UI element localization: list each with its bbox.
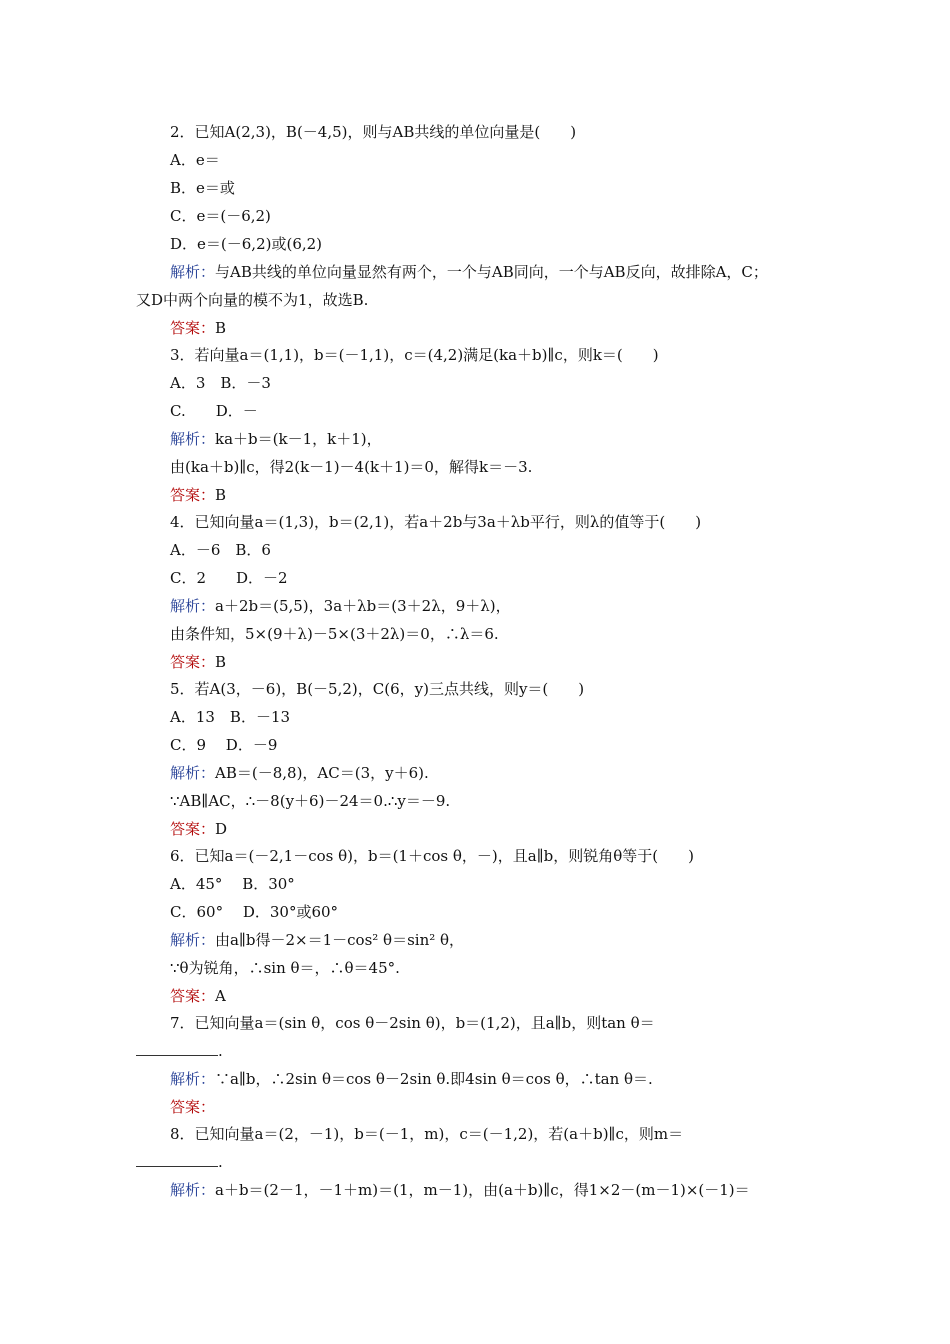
q2-option-b: B．e＝或: [170, 179, 235, 197]
q3-answer: 答案：B: [170, 486, 227, 504]
answer-label: 答案：: [170, 486, 216, 504]
q6-options-ab: A．45° B．30°: [170, 875, 295, 893]
analysis-label: 解析：: [170, 1181, 216, 1199]
q6-analysis-cont: ∵θ为锐角，∴sin θ＝，∴θ＝45°.: [170, 959, 400, 977]
q7-blank-line: .: [136, 1041, 812, 1061]
q2-option-a: A．e＝: [170, 151, 220, 169]
q3-analysis-cont: 由(ka＋b)∥c，得2(k－1)－4(k＋1)＝0，解得k＝－3.: [170, 458, 533, 476]
analysis-label: 解析：: [170, 1070, 216, 1088]
q3-analysis: 解析：ka＋b＝(k－1，k＋1)，: [170, 430, 382, 448]
q7-stem: 7．已知向量a＝(sin θ，cos θ－2sin θ)，b＝(1,2)，且a∥b，则tan θ＝: [170, 1014, 655, 1032]
answer-label: 答案：: [170, 1098, 216, 1116]
answer-label: 答案：: [170, 987, 216, 1005]
answer-label: 答案：: [170, 820, 216, 838]
analysis-label: 解析：: [170, 931, 216, 949]
q6-answer: 答案：A: [170, 987, 226, 1005]
analysis-label: 解析：: [170, 764, 216, 782]
q4-options-cd: C．2 D．－2: [170, 569, 288, 587]
q8-stem: 8．已知向量a＝(2，－1)，b＝(－1，m)，c＝(－1,2)，若(a＋b)∥c，则m＝: [170, 1125, 684, 1143]
q7-answer: [170, 1097, 812, 1117]
answer-blank: [136, 1041, 218, 1056]
q4-answer: 答案：B: [170, 653, 227, 671]
q6-stem: 6．已知a＝(－2,1－cos θ)，b＝(1＋cos θ，－)，且a∥b，则锐角θ等于( ): [170, 847, 694, 865]
answer-blank: [136, 1152, 218, 1167]
q4-analysis: 解析：a＋2b＝(5,5)，3a＋λb＝(3＋2λ，9＋λ)，: [170, 597, 511, 615]
q5-analysis: 解析：AB＝(－8,8)，AC＝(3，y＋6).: [170, 764, 429, 782]
q2-option-d: D．e＝(－6,2)或(6,2): [170, 235, 323, 253]
q3-options-cd: C. D．－: [170, 402, 258, 420]
q7-analysis: 解析：∵a∥b，∴2sin θ＝cos θ－2sin θ.即4sin θ＝cos θ，∴tan θ＝.: [170, 1070, 653, 1088]
q2-stem: 2．已知A(2,3)，B(－4,5)，则与AB共线的单位向量是( ): [170, 123, 577, 141]
q5-options-cd: C．9 D．－9: [170, 736, 278, 754]
q5-analysis-cont: ∵AB∥AC，∴－8(y＋6)－24＝0.∴y＝－9.: [170, 792, 451, 810]
q4-options-ab: A．－6 B．6: [170, 541, 271, 559]
analysis-label: 解析：: [170, 597, 216, 615]
q2-analysis-cont: 又D中两个向量的模不为1，故选B.: [136, 291, 369, 309]
q4-stem: 4．已知向量a＝(1,3)，b＝(2,1)，若a＋2b与3a＋λb平行，则λ的值等于( ): [170, 513, 702, 531]
q2-option-c: C．e＝(－6,2): [170, 207, 271, 225]
q5-options-ab: A．13 B．－13: [170, 708, 291, 726]
q3-options-ab: A．3 B．－3: [170, 374, 271, 392]
analysis-label: 解析：: [170, 430, 216, 448]
q3-stem: 3．若向量a＝(1,1)，b＝(－1,1)，c＝(4,2)满足(ka＋b)∥c，则k＝( ): [170, 346, 659, 364]
q8-analysis: 解析：a＋b＝(2－1，－1＋m)＝(1，m－1)，由(a＋b)∥c，得1×2－(m－1)×(－1)＝: [170, 1181, 750, 1199]
q4-analysis-cont: 由条件知，5×(9＋λ)－5×(3＋2λ)＝0，∴λ＝6.: [170, 625, 499, 643]
q8-blank-line: .: [136, 1152, 812, 1172]
analysis-label: 解析：: [170, 263, 216, 281]
q5-stem: 5．若A(3，－6)，B(－5,2)，C(6，y)三点共线，则y＝( ): [170, 680, 585, 698]
q2-answer: 答案：B: [170, 319, 227, 337]
q6-analysis: 解析：由a∥b得－2×＝1－cos² θ＝sin² θ，: [170, 931, 465, 949]
q6-options-cd: C．60° D．30°或60°: [170, 903, 339, 921]
q2-analysis: 解析：与AB共线的单位向量显然有两个，一个与AB同向，一个与AB反向，故排除A，C；: [170, 263, 768, 281]
answer-label: 答案：: [170, 319, 216, 337]
answer-label: 答案：: [170, 653, 216, 671]
q5-answer: 答案：D: [170, 820, 228, 838]
